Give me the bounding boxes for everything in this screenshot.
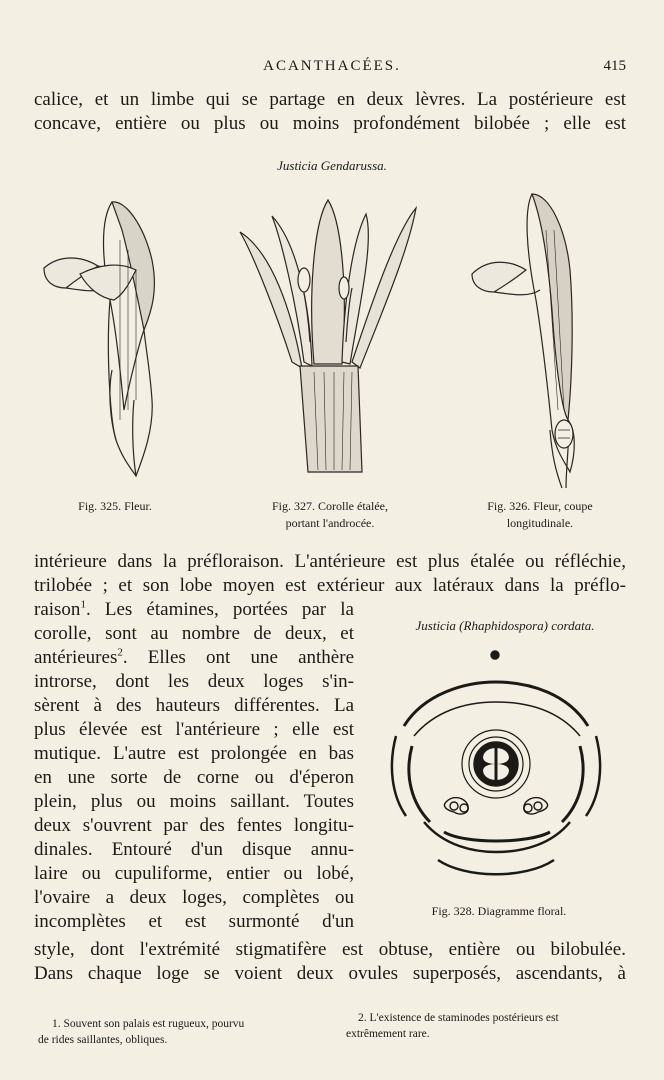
text-line: style, dont l'extrémité stigmatifère est obtuse, entière ou bilobulée. [34, 939, 626, 960]
fig-326-caption-line1: Fig. 326. Fleur, coupe [487, 499, 593, 513]
text-line: concave, entière ou plus ou moins profondément bilobée ; elle est [34, 113, 626, 134]
text-line: deux s'ouvrent par des fentes longitu- [34, 815, 354, 836]
footnote-2-line2: extrêmement rare. [346, 1028, 430, 1040]
text-line: calice, et un limbe qui se partage en deux lèvres. La postérieure est [34, 89, 626, 110]
text-line: mutique. L'autre est prolongée en bas [34, 743, 354, 764]
fig-327-caption-line2: portant l'androcée. [285, 516, 375, 530]
fig-328-floral-diagram [384, 646, 612, 890]
footnote-1-line1: 1. Souvent son palais est rugueux, pourvu [52, 1018, 245, 1030]
text-line: plein, plus ou moins saillant. Toutes [34, 791, 354, 812]
fig-326-section-illustration [466, 190, 596, 490]
page-number: 415 [603, 58, 626, 74]
text-fragment: raison [34, 599, 81, 620]
text-line: introrse, dont les deux loges s'in- [34, 671, 354, 692]
text-fragment: . Elles ont une anthère [122, 647, 354, 668]
text-line: dinales. Entouré d'un disque annu- [34, 839, 354, 860]
fig-327-caption-line1: Fig. 327. Corolle étalée, [272, 499, 388, 513]
footnote-ref: 1 [80, 598, 86, 611]
text-line: Dans chaque loge se voient deux ovules superposés, ascendants, à [34, 963, 626, 984]
fig-327-corolla-illustration [232, 192, 424, 482]
text-line: incomplètes et est surmonté d'un [34, 911, 354, 932]
text-line [34, 646, 354, 670]
fig-328-caption: Fig. 328. Diagramme floral. [431, 904, 567, 918]
text-fragment: . Les étamines, portées par la [85, 599, 354, 620]
text-line: intérieure dans la préfloraison. L'antérieure est plus étalée ou réfléchie, [34, 551, 626, 572]
text-line [34, 598, 354, 622]
text-line: l'ovaire a deux loges, complètes ou [34, 887, 354, 908]
fig-326-caption-line2: longitudinale. [506, 516, 574, 530]
figure-title: Justicia Gendarussa. [277, 158, 387, 173]
footnote-2-line1: 2. L'existence de staminodes postérieurs est [358, 1012, 559, 1024]
fig-325-flower-illustration [40, 190, 180, 490]
fig-325-caption: Fig. 325. Fleur. [78, 499, 152, 513]
text-line: sèrent à des hauteurs différentes. La [34, 695, 354, 716]
footnote-ref: 2 [117, 646, 123, 659]
footnote-1-line2: de rides saillantes, obliques. [38, 1034, 168, 1046]
text-line: corolle, sont au nombre de deux, et [34, 623, 354, 644]
text-line: en une sorte de corne ou d'éperon [34, 767, 354, 788]
text-fragment: antérieures [34, 647, 118, 668]
text-line: plus élevée est l'antérieure ; elle est [34, 719, 354, 740]
text-line: trilobée ; et son lobe moyen est extérieur aux latéraux dans la préflo- [34, 575, 626, 596]
text-line: laire ou cupuliforme, entier ou lobé, [34, 863, 354, 884]
figure-side-title: Justicia (Rhaphidospora) cordata. [415, 618, 595, 633]
running-header: ACANTHACÉES. [263, 58, 401, 74]
